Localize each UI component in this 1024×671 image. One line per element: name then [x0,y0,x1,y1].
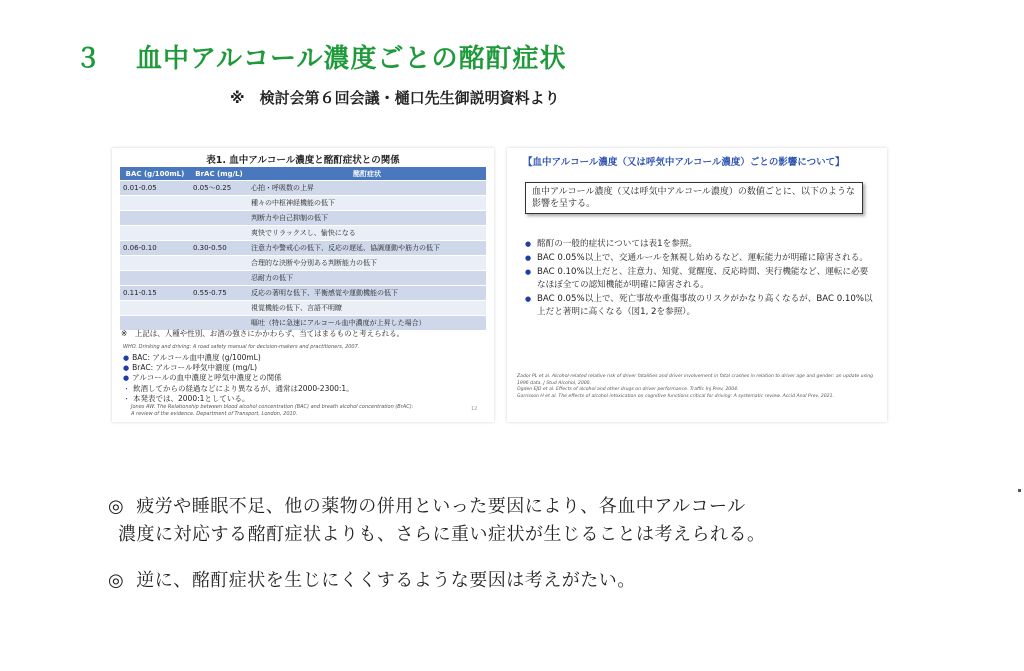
reference-line: Jones AW. The Relationship between blood alcohol concentration (BAC) and breath alcohol concentration (BrAC): [131,404,414,410]
table-title: 表1. 血中アルコール濃度と酩酊症状との関係 [206,155,400,166]
table-cell-brac [190,211,248,226]
slide-page-number: 12 [471,406,478,412]
section-title: 血中アルコール濃度ごとの酩酊症状 [136,44,567,74]
definition-list [123,353,354,404]
table-row [120,301,486,316]
table-cell-bac [120,256,190,271]
table-row [120,286,486,301]
table-cell-bac: 0.11-0.15 [120,286,190,301]
statement-1 [108,493,766,549]
definition-text: 飲酒してからの経過などにより異なるが、通常は2000-2300:1。 [133,383,354,393]
symptom-table [120,167,486,331]
table-row [120,211,486,226]
reference-line: A review of the evidence. Department of Transport, London, 2010. [131,410,298,417]
effects-bullet-list [525,238,875,320]
bullet-icon: ● [525,254,532,262]
definition-item [123,394,354,404]
table-row [120,226,486,241]
reference-citation [131,404,413,417]
right-slide-heading: 【血中アルコール濃度（又は呼気中アルコール濃度）ごとの影響について】 [523,157,845,168]
table-cell-brac [190,256,248,271]
edge-mark [1018,489,1021,492]
statement-2-text: 逆に、酩酊症状を生じにくくするような要因は考えがたい。 [136,570,636,591]
definition-text: BAC: アルコール血中濃度 (g/100mL) [132,353,261,362]
double-circle-icon: ◎ [108,570,125,591]
table-cell-brac: 0.05〜0.25 [190,181,248,196]
reference-line: Garrisson H et al. The effects of alcohol intoxication on cognitive functions critical for driving: A systematic review. Accid Anal Prev, 2021. [517,393,834,399]
table-cell-brac [190,301,248,316]
reference-list [517,374,873,400]
table-cell-bac [120,301,190,316]
double-circle-icon: ◎ [108,496,125,517]
definition-text: 本発表では、2000:1としている。 [133,393,250,403]
source-citation: WHO. Drinking and driving: A road safety manual for decision-makers and practitioners, 2007. [123,344,360,350]
effect-bullet-item [525,266,875,292]
table-cell-symptom: 心拍・呼吸数の上昇 [248,181,486,196]
effect-bullet-item [525,252,875,265]
table-cell-bac [120,271,190,286]
bullet-icon: ● [123,374,130,383]
table-header-brac: BrAC (mg/L) [190,167,248,181]
table-cell-bac [120,196,190,211]
effect-bullet-item [525,293,875,319]
table-header-symptom: 酩酊症状 [248,167,486,181]
reference-line: Zador PL et al. Alcohol-related relative risk of driver fatalities and driver involvement in fatal crashes in relation to driver age and gender: an update using [517,374,874,379]
table-cell-bac: 0.06-0.10 [120,241,190,256]
table-cell-symptom: 反応の著明な低下、平衡感覚や運動機能の低下 [248,286,486,301]
table-cell-symptom: 嘔吐（特に急速にアルコール血中濃度が上昇した場合） [248,316,486,331]
table-cell-brac: 0.30-0.50 [190,241,248,256]
table-cell-symptom: 忍耐力の低下 [248,271,486,286]
bullet-icon: ● [123,364,130,373]
bullet-icon: ● [525,240,532,248]
table-row [120,271,486,286]
reference-line: Ogden EJD et al. Effects of alcohol and other drugs on driver performance. Traffic Inj Prev, 2004. [517,387,739,393]
effect-bullet-text: 酩酊の一般的症状については表1を参照。 [537,239,697,249]
table-note: ※ 上記は、人種や性別、お酒の強さにかかわらず、当てはまるものと考えられる。 [121,329,405,338]
page-title [75,38,566,75]
definition-text: アルコールの血中濃度と呼気中濃度との関係 [132,373,282,383]
table-row [120,181,486,196]
table-cell-brac: 0.55-0.75 [190,286,248,301]
effect-bullet-item [525,238,875,251]
table-cell-bac [120,226,190,241]
definition-item [123,363,354,373]
definition-text: BrAC: アルコール呼気中濃度 (mg/L) [132,363,258,373]
statement-2 [108,566,636,592]
table-cell-symptom: 視覚機能の低下、言語不明瞭 [248,301,486,316]
dot-icon: ・ [123,384,130,393]
table-cell-brac [190,271,248,286]
table-cell-brac [190,196,248,211]
table-header-bac: BAC (g/100mL) [120,167,190,181]
effect-bullet-text: BAC 0.05%以上で、交通ルールを無視し始めるなど、運転能力が明確に障害される。 [537,253,868,263]
source-note: ※ 検討会第６回会議・樋口先生御説明資料より [230,89,560,107]
bullet-icon: ● [525,268,532,276]
bullet-icon: ● [525,295,532,303]
definition-item [123,384,354,394]
table-cell-symptom: 合理的な決断や分別ある判断能力の低下 [248,256,486,271]
right-slide-image [507,148,887,422]
table-cell-symptom: 注意力や警戒心の低下、反応の遅延、協調運動や筋力の低下 [248,241,486,256]
effect-bullet-text: BAC 0.10%以上だと、注意力、知覚、覚醒度、反応時間、実行機能など、運転に必要なほぼ全ての認知機能が明確に障害される。 [537,267,869,290]
table-cell-symptom: 爽快でリラックスし、愉快になる [248,226,486,241]
table-row [120,196,486,211]
dot-icon: ・ [123,394,130,403]
definition-item [123,373,354,383]
definition-item [123,353,354,363]
summary-box: 血中アルコール濃度（又は呼気中アルコール濃度）の数値ごとに、以下のような影響を呈する。 [525,182,863,214]
table-cell-symptom: 判断力や自己抑制の低下 [248,211,486,226]
statement-1-line-2: 濃度に対応する酩酊症状よりも、さらに重い症状が生じることは考えられる。 [118,524,766,545]
statement-1-line-1: 疲労や睡眠不足、他の薬物の併用といった要因により、各血中アルコール [136,496,746,517]
table-cell-bac [120,211,190,226]
effect-bullet-text: BAC 0.05%以上で、死亡事故や重傷事故のリスクがかなり高くなるが、BAC 0.10%以上だと著明に高くなる（図1, 2を参照）。 [537,294,873,317]
table-cell-brac [190,226,248,241]
table-row [120,241,486,256]
bullet-icon: ● [123,354,130,362]
table-cell-bac: 0.01-0.05 [120,181,190,196]
section-number: ３ [75,44,103,74]
table-row [120,256,486,271]
reference-line: 1996 data. J Stud Alcohol, 2000. [517,380,592,386]
left-slide-image [112,148,494,422]
table-cell-symptom: 種々の中枢神経機能の低下 [248,196,486,211]
